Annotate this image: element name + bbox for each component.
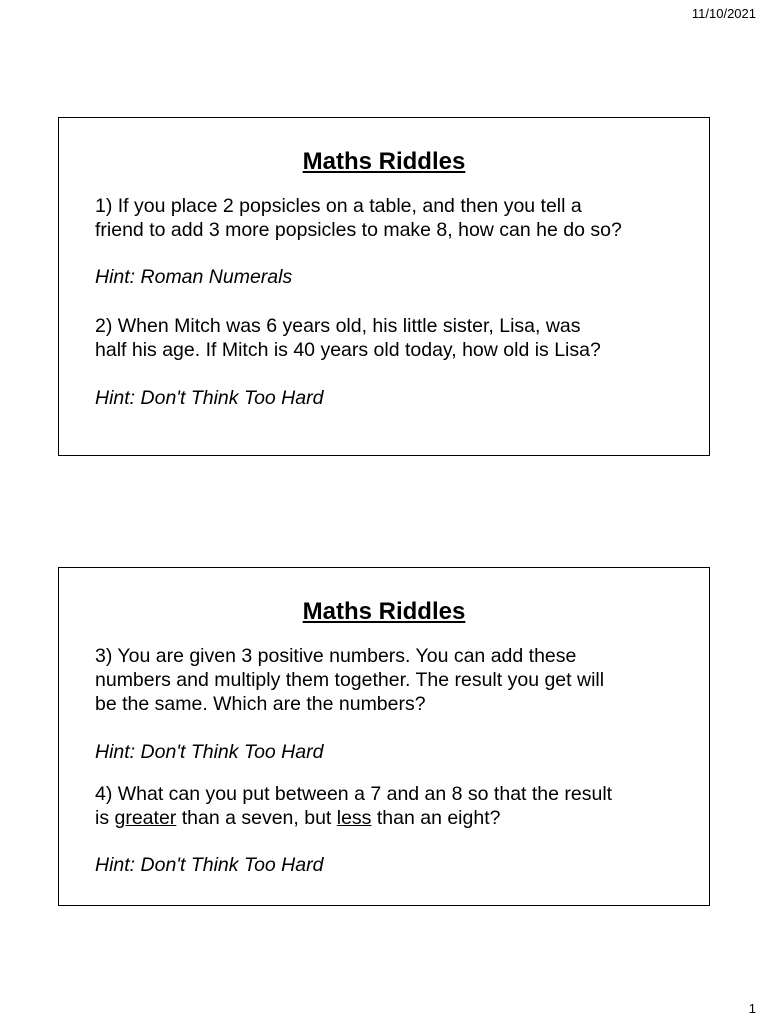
riddle-4-line-1: 4) What can you put between a 7 and an 8 so that the result	[95, 783, 613, 805]
riddle-4-text: is	[95, 807, 115, 829]
riddle-4-line-2	[95, 806, 695, 830]
riddle-3	[95, 644, 695, 716]
riddle-1-line-1: 1) If you place 2 popsicles on a table, and then you tell a	[95, 195, 582, 217]
slide-title: Maths Riddles	[302, 148, 466, 175]
riddle-4-text: than an eight?	[371, 807, 501, 829]
slide-1	[58, 117, 710, 456]
riddle-2-line-2: half his age. If Mitch is 40 years old today, how old is Lisa?	[95, 339, 601, 361]
riddle-2-line-1: 2) When Mitch was 6 years old, his little sister, Lisa, was	[95, 315, 581, 337]
hint-3: Hint: Don't Think Too Hard	[95, 741, 324, 763]
slide-2	[58, 567, 710, 906]
riddle-3-line-1: 3) You are given 3 positive numbers. You can add these	[95, 645, 577, 667]
riddle-2	[95, 314, 695, 362]
underlined-less: less	[336, 807, 372, 829]
riddle-4-text: than a seven, but	[176, 807, 337, 829]
riddle-1-line-2: friend to add 3 more popsicles to make 8, how can he do so?	[95, 219, 622, 241]
hint-2: Hint: Don't Think Too Hard	[95, 387, 324, 409]
riddle-1	[95, 194, 695, 242]
riddle-4	[95, 782, 695, 830]
riddle-3-line-2: numbers and multiply them together. The result you get will	[95, 669, 605, 691]
page-number: 1	[748, 1001, 756, 1016]
slide-title: Maths Riddles	[302, 598, 466, 625]
hint-1: Hint: Roman Numerals	[95, 266, 293, 288]
riddle-3-line-3: be the same. Which are the numbers?	[95, 693, 426, 715]
hint-4: Hint: Don't Think Too Hard	[95, 854, 324, 876]
underlined-greater: greater	[114, 807, 177, 829]
page-date: 11/10/2021	[691, 6, 756, 21]
